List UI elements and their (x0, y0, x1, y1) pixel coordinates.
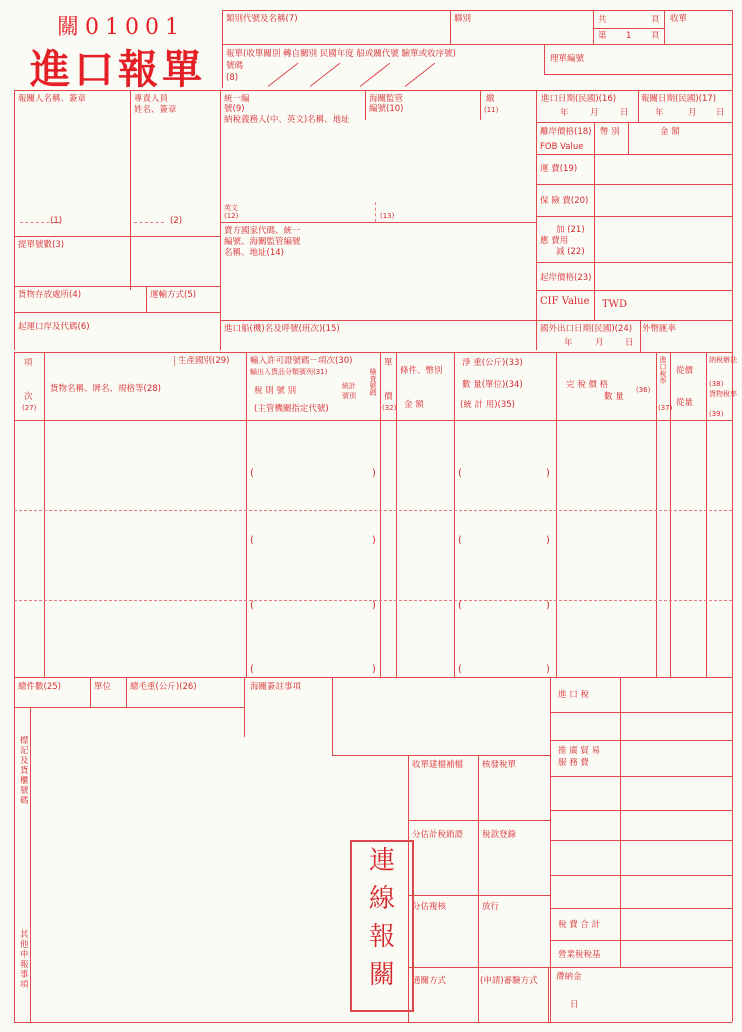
currency-label: 幣 別 (600, 127, 620, 137)
gross-weight-label: 總毛重(公斤)(26) (130, 682, 197, 692)
page-number: 1 (626, 31, 632, 41)
row3-paren-open: ( (250, 600, 254, 611)
taxpayer-label: 納稅義務人(中、英文)名稱、地址 (224, 115, 350, 125)
item-label-3: (27) (22, 404, 37, 412)
receipt-register-label: 收單建檔補檔 (412, 760, 464, 770)
decl-year: 年 (655, 108, 664, 118)
import-month: 月 (590, 108, 599, 118)
customs-no-label-2: 編號(10) (369, 104, 404, 114)
import-rate-label: 進口稅率 (659, 356, 667, 384)
promo-fee-label: 推 廣 貿 易 (558, 746, 601, 756)
row1-paren-close-2: ) (546, 468, 550, 479)
export-day: 日 (625, 338, 634, 348)
stat-unit-label: (統 計 用)(35) (460, 400, 515, 410)
clearance-method-label: 通關方式 (412, 976, 447, 986)
inspection-method-label: (申請)審驗方式 (480, 976, 538, 986)
form-title: 進口報單 (30, 47, 206, 93)
unified-no-label: 統一編 (224, 94, 250, 104)
row3-paren-close-2: ) (546, 600, 550, 611)
row2-paren-close-2: ) (546, 535, 550, 546)
specialist-label: 專責人員 (134, 94, 169, 104)
total-label: 共 (598, 15, 607, 25)
form-number: 關01001 (57, 15, 185, 40)
vat-base-label: 營業稅稅基 (558, 950, 601, 960)
late-fee-day-label: 日 (570, 1000, 579, 1010)
stat-label: 統計 (342, 382, 356, 390)
declaration-number-label: 報單(收單關別 轉自關別 民國年度 船或關代號 驗單或收序號) (226, 49, 456, 59)
seller-label-3: 名稱、地址(14) (224, 248, 284, 258)
row2-paren-open-2: ( (458, 535, 462, 546)
mark-1: (1) (50, 216, 63, 226)
check-no-label: 檢查號碼 (369, 368, 377, 396)
description-label: 貨物名稱、牌名、規格等(28) (50, 384, 161, 394)
amount-label: 金 額 (660, 127, 680, 137)
row3-paren-close: ) (372, 600, 376, 611)
vessel-label: 進口船(機)名及呼號(班次)(15) (224, 324, 340, 334)
en-label: 英文 (224, 204, 238, 212)
online-declaration-stamp (350, 840, 414, 1012)
terms-label: 條件、幣別 (400, 366, 443, 376)
export-year: 年 (564, 338, 573, 348)
unit-label: 單位 (94, 682, 112, 692)
release-label: 放行 (482, 902, 500, 912)
stamp-char-4: 關 (368, 960, 395, 990)
late-fee-label: 滯納金 (556, 972, 582, 982)
insurance-label: 保 險 費(20) (540, 196, 589, 206)
calc-check-label: 分估複核 (412, 902, 447, 912)
origin-port-label: 起運口岸及代碼(6) (18, 322, 90, 332)
stamp-char-3: 報 (368, 922, 395, 952)
unit-price-label-3: (32) (382, 404, 397, 412)
declaration-number-label-2: 號碼 (226, 61, 244, 71)
decl-day: 日 (716, 108, 725, 118)
code13-label: (13) (380, 212, 395, 220)
total-tax-label: 稅 費 合 計 (558, 920, 601, 930)
authority-label: (主管機關指定代號) (254, 404, 329, 414)
duty-price-label: 完 稅 價 格 (566, 380, 609, 390)
tax-register-label: 稅款登錄 (482, 830, 517, 840)
seller-label-2: 編號、海關監管編號 (224, 237, 301, 247)
row4-paren-open-2: ( (458, 664, 462, 675)
broker-label: 報關人名稱、簽章 (18, 94, 87, 104)
export-month: 月 (595, 338, 604, 348)
declaration-number-label-3: (8) (226, 73, 239, 83)
duty-qty-label: 數 量 (604, 392, 624, 402)
processing-number-label: 理單編號 (550, 54, 585, 64)
import-tax-label: 進 口 稅 (558, 690, 589, 700)
tax-law-label-2: (38) (709, 380, 724, 388)
specialist-label-2: 姓名、簽章 (134, 105, 177, 115)
seller-label: 賣方國家代碼、統一 (224, 226, 301, 236)
cif-price-label: 起岸價格(23) (540, 273, 592, 283)
stamp-char-2: 線 (368, 884, 395, 914)
import-year: 年 (560, 108, 569, 118)
customs-note-label: 海關簽註事項 (250, 682, 302, 692)
page-unit-label: 頁 (651, 15, 660, 25)
import-date-label: 進口日期(民國)(16) (541, 94, 617, 104)
goods-tax-label-2: (39) (709, 410, 724, 418)
num-label-2: (11) (484, 106, 499, 114)
mark-2: (2) (170, 216, 183, 226)
tax-law-label: 納稅辦法 (709, 356, 737, 364)
adjust-add-label: 加 (21) (556, 225, 585, 235)
unified-no-label-2: 號(9) (224, 104, 245, 114)
row4-paren-open: ( (250, 664, 254, 675)
row4-paren-close-2: ) (546, 664, 550, 675)
page-unit-label-2: 頁 (651, 31, 660, 41)
origin-country-label: 生產國別(29) (178, 356, 230, 366)
adjust-fee-label: 應 費用 (540, 236, 569, 246)
twd-label: TWD (602, 299, 627, 310)
other-label: 其他申報事項 (20, 930, 29, 990)
item-label: 項 (24, 358, 33, 368)
num-label: 繳 (486, 94, 495, 104)
row1-paren-open-2: ( (458, 468, 462, 479)
specific-label: 從量 (676, 398, 694, 408)
quantity-label: 數 量(單位)(34) (462, 380, 523, 390)
packages-label: 總件數(25) (18, 682, 61, 692)
adjust-sub-label: 減 (22) (556, 247, 585, 257)
unit-price-label: 單 (384, 358, 393, 368)
duty-no-label: (36) (636, 386, 651, 394)
fx-rate-label: 外幣匯率 (642, 324, 677, 334)
stamp-char-1: 連 (368, 846, 395, 876)
decl-month: 月 (688, 108, 697, 118)
page-of-label: 第 (598, 31, 607, 41)
fob-value-label: FOB Value (540, 142, 584, 152)
ccc-label: 輸出入貨品分類號列(31) (250, 368, 328, 376)
import-rate-label-2: (37) (658, 404, 673, 412)
tax-issue-label: 核發稅單 (482, 760, 517, 770)
calc-tax-label: 分估計稅銷證 (412, 830, 464, 840)
en-label-2: (12) (224, 212, 239, 220)
row2-paren-open: ( (250, 535, 254, 546)
bl-number-label: 提單號數(3) (18, 240, 65, 250)
row1-paren-close: ) (372, 468, 376, 479)
storage-location-label: 貨物存放處所(4) (18, 290, 82, 300)
customs-no-label: 海關監管 (369, 94, 404, 104)
unit-price-label-2: 價 (384, 392, 393, 402)
goods-tax-label: 貨物稅率 (709, 390, 737, 398)
tariff-label: 稅 則 號 別 (254, 386, 297, 396)
joint-label: 聯別 (454, 14, 472, 24)
net-weight-label: 淨 重(公斤)(33) (462, 358, 523, 368)
declaration-date-label: 報關日期(民國)(17) (641, 94, 717, 104)
promo-fee-label-2: 服 務 費 (558, 758, 589, 768)
item-label-2: 次 (24, 392, 33, 402)
freight-label: 運 費(19) (540, 164, 578, 174)
cif-value-label: CIF Value (540, 296, 590, 307)
category-code-label: 類別代號及名稱(7) (226, 14, 298, 24)
row4-paren-close: ) (372, 664, 376, 675)
marks-label: 標記及貨櫃號碼 (20, 736, 29, 806)
transport-mode-label: 運輸方式(5) (150, 290, 197, 300)
permit-label: 輸入許可證號碼－項次(30) (250, 356, 353, 366)
receipt-label: 收單 (670, 14, 688, 24)
stat-label-2: 號別 (342, 392, 356, 400)
import-day: 日 (620, 108, 629, 118)
row2-paren-close: ) (372, 535, 376, 546)
export-date-label: 國外出口日期(民國)(24) (540, 324, 633, 334)
ad-valorem-label: 從價 (676, 366, 694, 376)
row3-paren-open-2: ( (458, 600, 462, 611)
fob-price-label: 離岸價格(18) (540, 127, 592, 137)
amount-col-label: 金 額 (404, 400, 424, 410)
row1-paren-open: ( (250, 468, 254, 479)
